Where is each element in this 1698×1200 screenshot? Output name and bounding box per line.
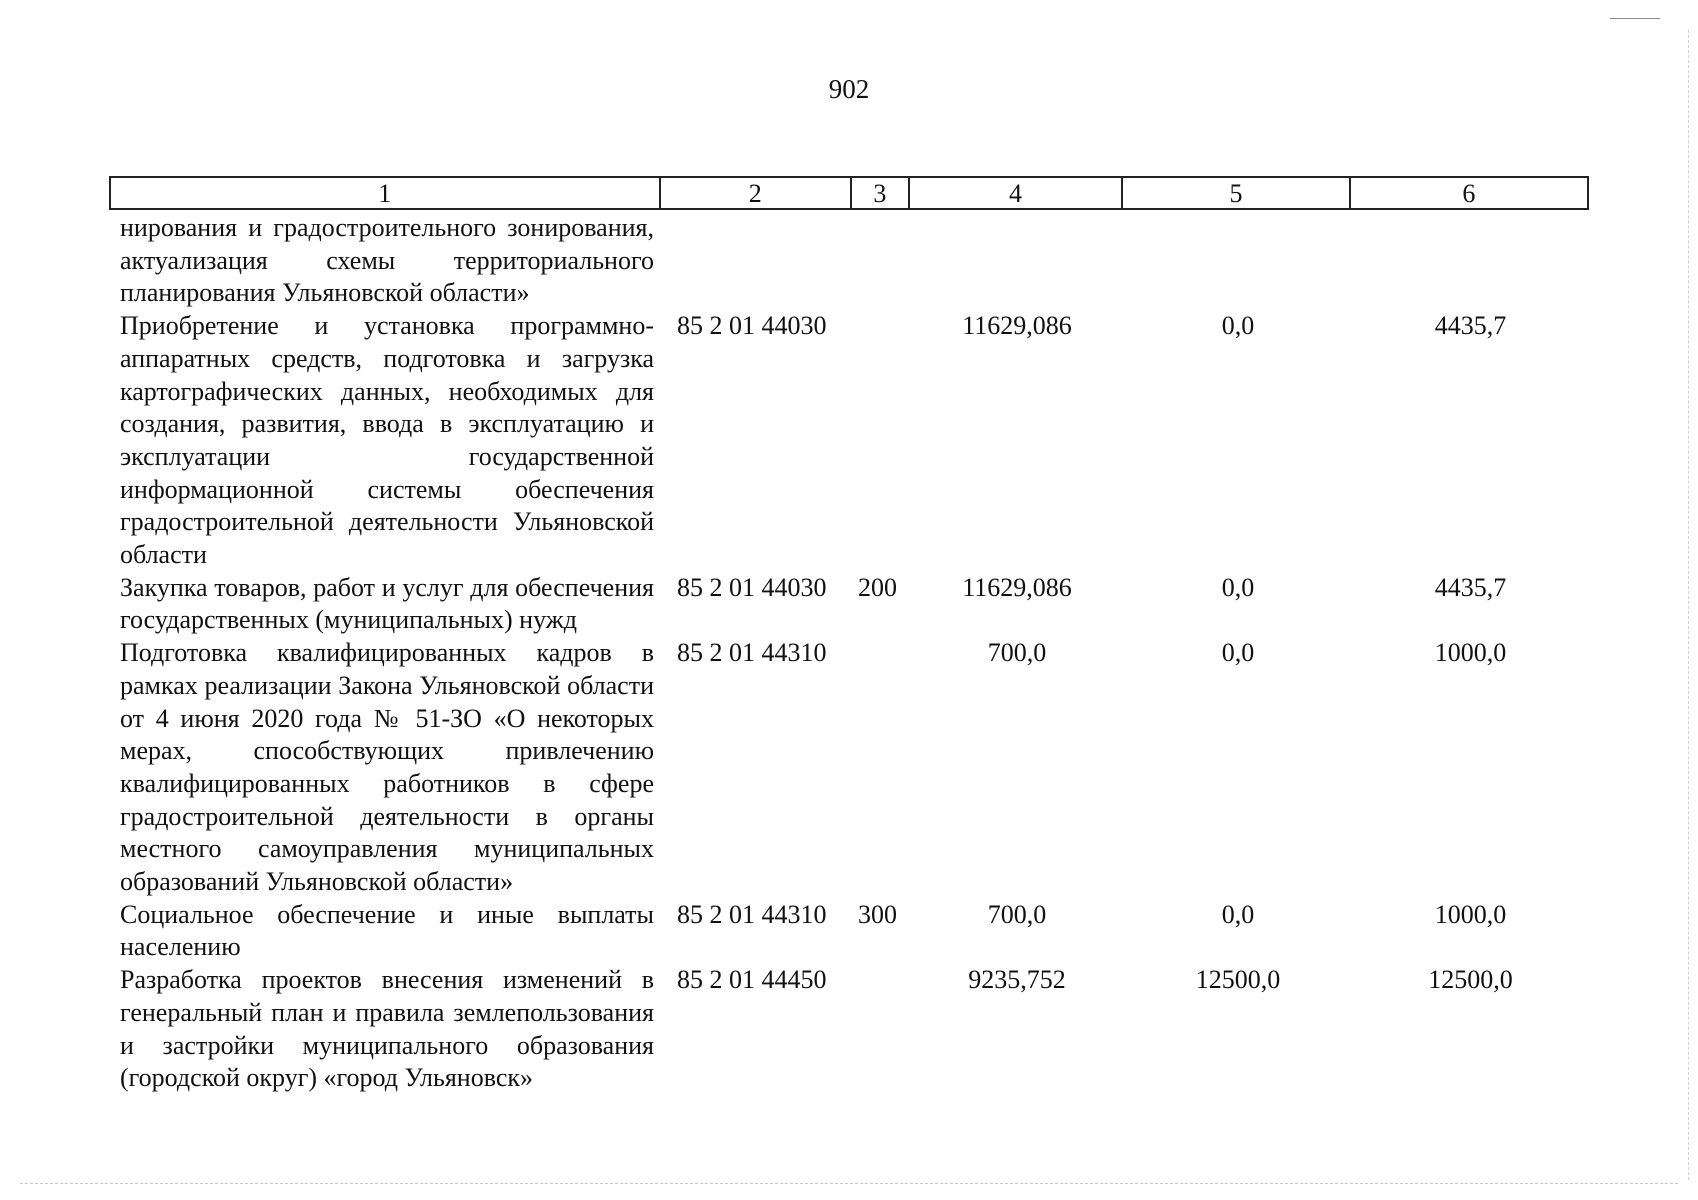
row-value-6: 12500,0 xyxy=(1428,965,1513,995)
table-row xyxy=(109,310,1589,572)
table-header xyxy=(109,176,1589,210)
row-value-4: 700,0 xyxy=(987,899,1047,929)
scan-mark xyxy=(1610,18,1660,19)
row-value-5: 0,0 xyxy=(1221,638,1255,668)
row-type: 300 xyxy=(858,899,897,929)
row-value-5 xyxy=(1124,212,1352,310)
row-code: 85 2 01 44030 xyxy=(677,311,827,341)
header-col-2: 2 xyxy=(661,178,852,208)
row-value-4: 11629,086 xyxy=(962,311,1072,341)
row-value-6 xyxy=(1352,212,1589,310)
row-value-6: 1000,0 xyxy=(1434,899,1507,929)
scan-bottom-border xyxy=(20,1183,1678,1184)
row-type: 200 xyxy=(858,572,897,602)
row-value-6: 4435,7 xyxy=(1434,572,1507,602)
row-value-5: 0,0 xyxy=(1221,572,1255,602)
row-value-4: 11629,086 xyxy=(962,572,1072,602)
row-value-4: 700,0 xyxy=(987,638,1047,668)
row-value-4: 9235,752 xyxy=(968,965,1066,995)
row-code: 85 2 01 44310 xyxy=(677,899,827,929)
table-row xyxy=(109,637,1589,899)
row-name: Закупка товаров, работ и услуг для обеспечения государственных (муниципальных) нужд xyxy=(120,572,654,635)
row-type xyxy=(852,637,910,899)
row-code: 85 2 01 44030 xyxy=(677,572,827,602)
header-col-1: 1 xyxy=(111,178,661,208)
scan-edge xyxy=(1688,30,1689,1180)
row-code xyxy=(660,212,852,310)
header-col-6: 6 xyxy=(1462,179,1476,208)
table-row xyxy=(109,572,1589,637)
row-type xyxy=(852,310,910,572)
row-value-5: 12500,0 xyxy=(1195,965,1281,995)
table-row xyxy=(109,964,1589,1095)
header-col-3: 3 xyxy=(852,178,910,208)
row-name: Приобретение и установка программно-аппаратных средств, подготовка и загрузка картографических данных, необходимых для создания, развития, ввода в эксплуатацию и эксплуатации государственной информационной системы обеспечения градостроительной деятельности Ульяновской области xyxy=(120,311,654,570)
header-col-5: 5 xyxy=(1123,178,1350,208)
row-name: Подготовка квалифицированных кадров в рамках реализации Закона Ульяновской области от 4 июня 2020 года № 51-ЗО «О некоторых мерах, способствующих привлечению квалифицированных работников в сфере градостроительной деятельности в органы местного самоуправления муниципальных образований Ульяновской области» xyxy=(120,638,654,897)
table-row xyxy=(109,212,1589,310)
row-value-6: 1000,0 xyxy=(1434,638,1507,668)
row-value-4 xyxy=(910,212,1124,310)
row-value-6: 4435,7 xyxy=(1434,311,1507,341)
row-value-5: 0,0 xyxy=(1221,311,1255,341)
header-col-4: 4 xyxy=(910,178,1123,208)
row-name: нирования и градостроительного зонирования, актуализация схемы территориального планирования Ульяновской области» xyxy=(120,213,654,308)
row-type xyxy=(852,964,910,1095)
row-type xyxy=(852,212,910,310)
table-body xyxy=(109,212,1589,1095)
row-name: Разработка проектов внесения изменений в генеральный план и правила землепользования и застройки муниципального образования (городской округ) «город Ульяновск» xyxy=(120,965,654,1093)
table-row xyxy=(109,899,1589,964)
row-value-5: 0,0 xyxy=(1221,899,1255,929)
row-code: 85 2 01 44450 xyxy=(677,965,827,995)
page-number: 902 xyxy=(828,74,870,104)
row-name: Социальное обеспечение и иные выплаты населению xyxy=(120,899,654,962)
row-code: 85 2 01 44310 xyxy=(677,638,827,668)
